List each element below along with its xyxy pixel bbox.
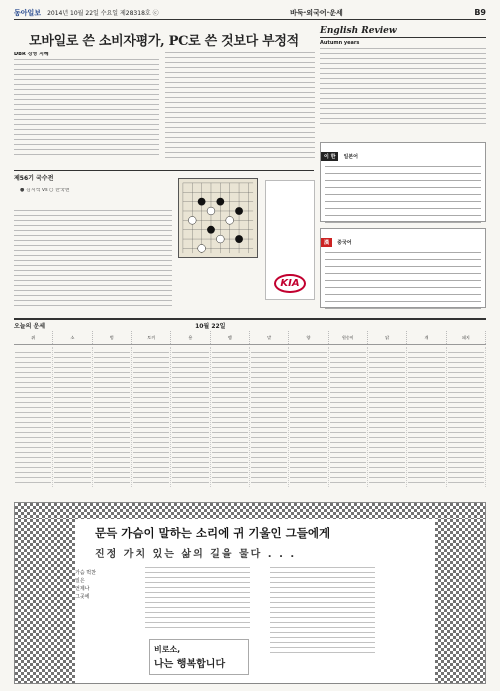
ad-quote-left xyxy=(145,567,250,629)
main-headline: 모바일로 쓴 소비자평가, PC로 쓴 것보다 부정적 xyxy=(29,34,299,49)
go-title: 제56기 국수전 xyxy=(14,175,54,182)
dbr-column xyxy=(14,52,159,162)
ad-subheadline: 진정 가치 있는 삶의 길을 물다 . . . xyxy=(95,549,297,560)
zodiac-sign-row xyxy=(14,331,486,345)
zodiac-sign: 양 xyxy=(289,331,328,344)
go-board xyxy=(178,178,258,258)
horoscope-columns xyxy=(14,347,486,487)
japanese-tag: 이 한 xyxy=(321,152,338,161)
ad-note: 가슴 벅찬 일은 언제나 그곳에 xyxy=(75,570,96,600)
zodiac-sign: 말 xyxy=(250,331,289,344)
chinese-title: 중국어 xyxy=(337,240,352,246)
ad-headline: 문득 가슴이 말하는 소리에 귀 기울인 그들에게 xyxy=(95,526,331,540)
english-subtitle: Autumn years xyxy=(320,40,360,46)
zodiac-sign: 개 xyxy=(407,331,446,344)
zodiac-sign: 범 xyxy=(93,331,132,344)
zodiac-sign: 토끼 xyxy=(132,331,171,344)
masthead xyxy=(14,6,486,20)
ad-brand-line1: 비로소, xyxy=(154,645,181,654)
zodiac-sign: 용 xyxy=(171,331,210,344)
newspaper-logo: 동아일보 xyxy=(14,8,42,17)
ad-quote-right xyxy=(270,567,375,657)
horoscope-title: 오늘의 운세 xyxy=(14,322,46,330)
zodiac-sign: 뱀 xyxy=(211,331,250,344)
chinese-box xyxy=(320,228,486,308)
japanese-title: 일본어 xyxy=(343,154,358,160)
horoscope-date: 10월 22일 xyxy=(195,322,226,330)
section-title: 바둑·외국어·운세 xyxy=(290,8,343,17)
article-column-2 xyxy=(165,52,315,162)
chinese-tag: 漢 xyxy=(321,238,332,247)
ad-brand-box xyxy=(149,639,249,675)
horoscope-header xyxy=(14,318,486,330)
zodiac-sign: 쥐 xyxy=(14,331,53,344)
page-number: B9 xyxy=(474,8,486,17)
kia-advertisement xyxy=(265,180,315,300)
english-title: English Review xyxy=(320,26,486,38)
ad-brand-line2: 나는 행복합니다 xyxy=(154,659,226,670)
english-review xyxy=(320,26,486,128)
go-commentary xyxy=(14,210,172,310)
kia-logo: KIA xyxy=(274,274,305,293)
issue-date: 2014년 10월 22일 수요일 제28318호 ⓒ xyxy=(47,10,159,17)
zodiac-sign: 소 xyxy=(53,331,92,344)
dbr-title: DBR 경영 지혜 xyxy=(14,52,49,57)
bottom-advertisement xyxy=(14,502,486,684)
go-board-diagram xyxy=(179,179,257,257)
zodiac-sign: 원숭이 xyxy=(329,331,368,344)
zodiac-sign: 닭 xyxy=(368,331,407,344)
japanese-box xyxy=(320,142,486,222)
zodiac-sign: 돼지 xyxy=(447,331,486,344)
go-players: ● 김지석 vs ○ 한국현 xyxy=(20,188,70,193)
